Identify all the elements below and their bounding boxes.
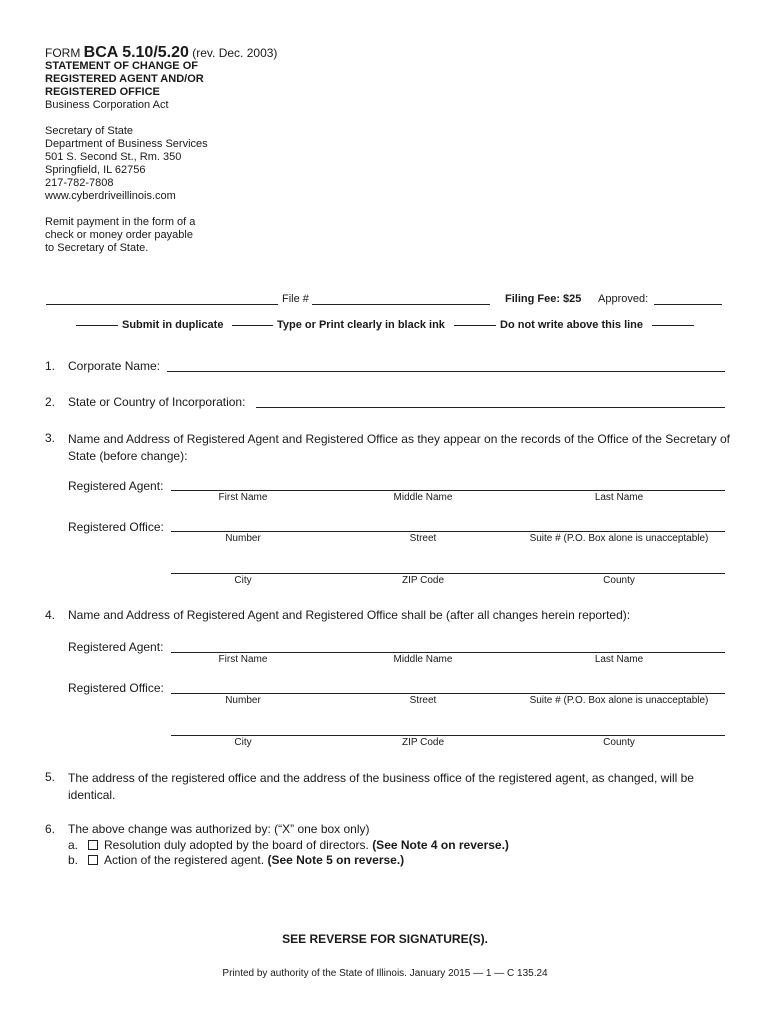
state-of-incorporation-field[interactable] [256, 407, 725, 408]
item-4-zip-caption: ZIP Code [401, 737, 445, 748]
item-1-number: 1. [45, 359, 56, 373]
file-number-field[interactable] [312, 304, 490, 305]
option-a-note: (See Note 4 on reverse.) [372, 838, 509, 852]
item-3-first-name-caption: First Name [218, 492, 268, 503]
file-number-label: File # [282, 293, 309, 305]
item-4-last-name-caption: Last Name [594, 654, 644, 665]
item-4-registered-office-field[interactable] [171, 693, 725, 694]
option-a-text: Resolution duly adopted by the board of directors. [104, 838, 369, 852]
see-reverse-notice: SEE REVERSE FOR SIGNATURE(S). [282, 932, 488, 946]
item-3-city-zip-county-field[interactable] [171, 573, 725, 574]
item-3-number-caption: Number [225, 533, 261, 544]
item-3-county-caption: County [603, 575, 635, 586]
instruction-rule-4 [652, 325, 694, 326]
option-b-text: Action of the registered agent. [104, 853, 265, 867]
office-use-blank[interactable] [46, 304, 278, 305]
form-revision: (rev. Dec. 2003) [192, 46, 278, 60]
item-4-number-caption: Number [225, 695, 261, 706]
address-line-3: 501 S. Second St., Rm. 350 [45, 151, 182, 163]
remit-line-1: Remit payment in the form of a [45, 216, 196, 228]
form-number: BCA 5.10/5.20 [83, 44, 189, 61]
form-title-line-3: REGISTERED OFFICE [45, 86, 160, 98]
item-4-registered-agent-label: Registered Agent: [68, 640, 164, 654]
item-5-text: The address of the registered office and the address of the business office of the registered agent, as changed, will be identical. [68, 771, 694, 802]
instruction-rule-2 [232, 325, 273, 326]
item-4-county-caption: County [603, 737, 635, 748]
item-4-first-name-caption: First Name [218, 654, 268, 665]
item-3-number: 3. [45, 431, 56, 445]
item-4-street-caption: Street [409, 695, 437, 706]
form-title-line-1: STATEMENT OF CHANGE OF [45, 60, 198, 72]
item-3-zip-caption: ZIP Code [401, 575, 445, 586]
remit-line-3: to Secretary of State. [45, 242, 149, 254]
instruction-submit: Submit in duplicate [122, 319, 224, 331]
option-b-letter: b. [68, 853, 79, 867]
option-b-checkbox[interactable] [88, 855, 98, 865]
form-act: Business Corporation Act [45, 99, 169, 111]
option-b-note: (See Note 5 on reverse.) [267, 853, 405, 867]
item-4-registered-agent-field[interactable] [171, 652, 725, 653]
instruction-rule-3 [454, 325, 496, 326]
address-line-4: Springfield, IL 62756 [45, 164, 146, 176]
item-3-suite-caption: Suite # (P.O. Box alone is unacceptable) [529, 533, 709, 544]
item-4-city-caption: City [234, 737, 252, 748]
item-4-city-zip-county-field[interactable] [171, 735, 725, 736]
item-4-number: 4. [45, 608, 56, 622]
item-3-registered-office-label: Registered Office: [68, 520, 164, 534]
item-6-option-b [68, 853, 404, 867]
item-2-number: 2. [45, 395, 56, 409]
item-6-text: The above change was authorized by: (“X” one box only) [68, 822, 370, 836]
remit-line-2: check or money order payable [45, 229, 193, 241]
item-3-middle-name-caption: Middle Name [393, 492, 453, 503]
option-a-letter: a. [68, 838, 79, 852]
item-5-number: 5. [45, 770, 56, 784]
instruction-no-write: Do not write above this line [500, 319, 644, 331]
item-3-registered-office-field[interactable] [171, 531, 725, 532]
item-3-street-caption: Street [409, 533, 437, 544]
printed-by-notice: Printed by authority of the State of Illinois. January 2015 — 1 — C 135.24 [222, 968, 548, 979]
address-line-1: Secretary of State [45, 125, 134, 137]
item-4-suite-caption: Suite # (P.O. Box alone is unacceptable) [529, 695, 709, 706]
item-6-option-a [68, 838, 509, 852]
item-4-registered-office-label: Registered Office: [68, 681, 164, 695]
approved-label: Approved: [598, 293, 649, 305]
form-title-line-2: REGISTERED AGENT AND/OR [45, 73, 204, 85]
item-3-last-name-caption: Last Name [594, 492, 644, 503]
instruction-type: Type or Print clearly in black ink [277, 319, 445, 331]
filing-fee: Filing Fee: $25 [505, 293, 582, 305]
form-prefix: FORM [45, 46, 81, 60]
item-3-registered-agent-label: Registered Agent: [68, 479, 164, 493]
address-line-2: Department of Business Services [45, 138, 208, 150]
item-3-text: Name and Address of Registered Agent and Registered Office as they appear on the records of the Office of the Secretary of State (before change): [68, 432, 730, 463]
corporate-name-field[interactable] [167, 371, 725, 372]
item-1-label: Corporate Name: [68, 359, 161, 373]
item-2-label: State or Country of Incorporation: [68, 395, 246, 409]
address-line-5: 217-782-7808 [45, 177, 114, 189]
item-4-middle-name-caption: Middle Name [393, 654, 453, 665]
item-4-text: Name and Address of Registered Agent and Registered Office shall be (after all changes herein reported): [68, 608, 631, 622]
instruction-rule-1 [76, 325, 118, 326]
approved-field[interactable] [654, 304, 722, 305]
item-3-city-caption: City [234, 575, 252, 586]
address-website: www.cyberdriveillinois.com [45, 190, 176, 202]
option-a-checkbox[interactable] [88, 840, 98, 850]
item-6-number: 6. [45, 822, 56, 836]
item-3-registered-agent-field[interactable] [171, 490, 725, 491]
